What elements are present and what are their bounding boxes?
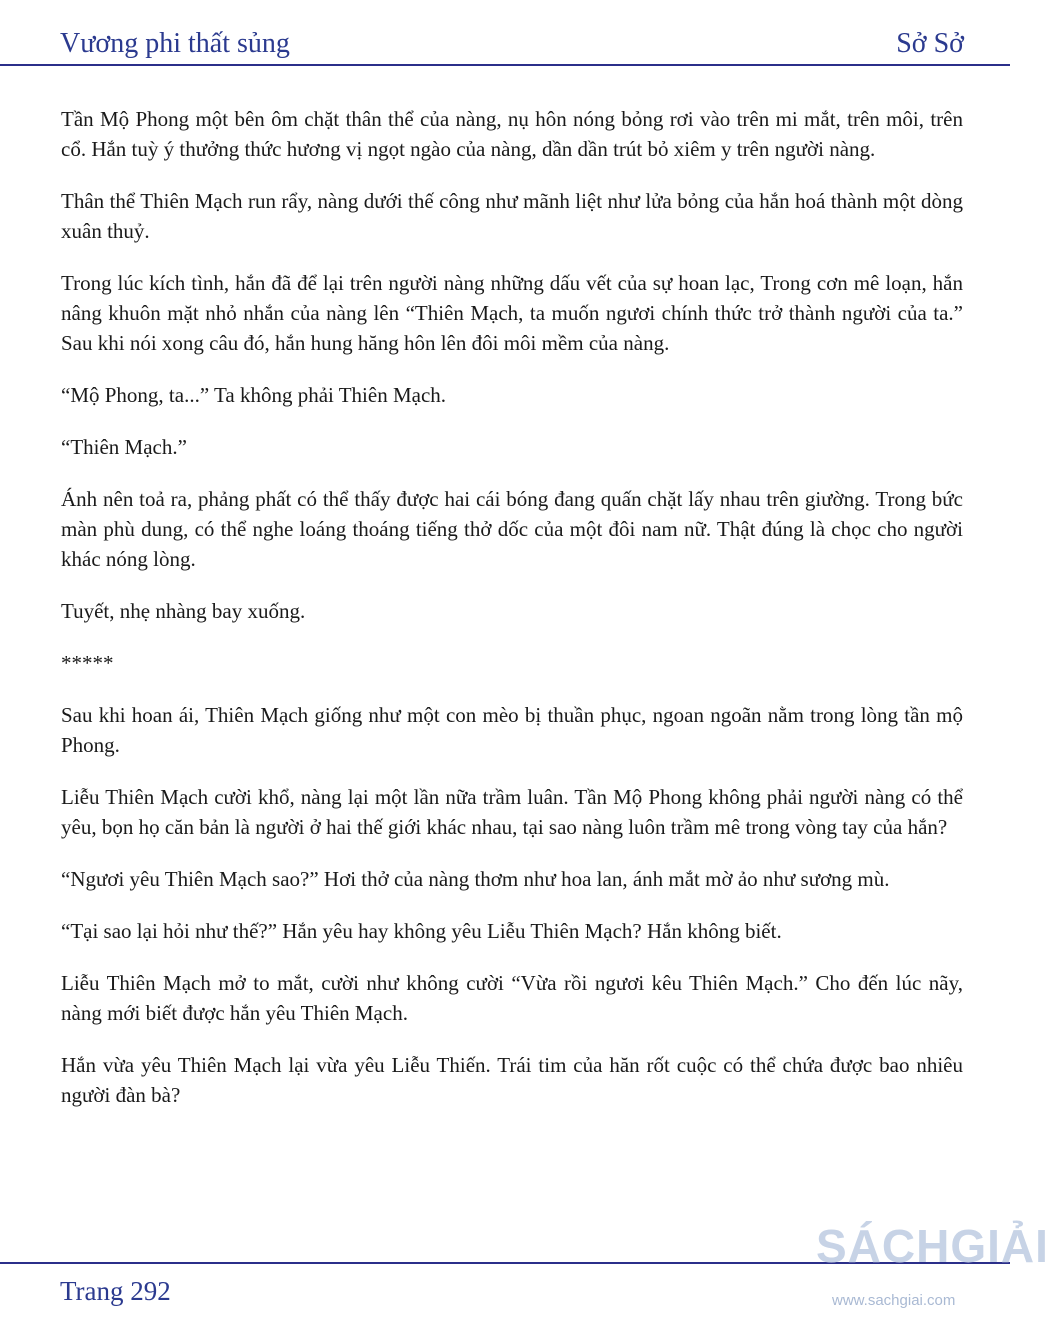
header-divider — [0, 64, 1010, 66]
watermark-logo — [816, 1218, 1049, 1318]
paragraph: Liễu Thiên Mạch cười khổ, nàng lại một lần nữa trầm luân. Tần Mộ Phong không phải người nàng có thể yêu, bọn họ căn bản là người ở hai thế giới khác nhau, tại sao nàng luôn trầm mê trong vòng tay của hắn? — [61, 785, 963, 839]
paragraph: “Tại sao lại hỏi như thế?” Hắn yêu hay không yêu Liễu Thiên Mạch? Hắn không biết. — [61, 919, 782, 943]
author-name: Sở Sở — [896, 28, 964, 59]
page-number: Trang 292 — [60, 1276, 171, 1306]
watermark-brand: SÁCHGIẢI — [816, 1220, 1049, 1272]
watermark-url: www.sachgiai.com — [832, 1292, 956, 1309]
paragraph: Thân thể Thiên Mạch run rẩy, nàng dưới thế công như mãnh liệt như lửa bỏng của hắn hoá thành một dòng xuân thuỷ. — [61, 189, 963, 243]
book-title: Vương phi thất sủng — [60, 28, 290, 59]
page-header — [60, 26, 964, 62]
paragraph: “Ngươi yêu Thiên Mạch sao?” Hơi thở của nàng thơm như hoa lan, ánh mắt mờ ảo như sương mù. — [61, 867, 890, 891]
paragraph: Tần Mộ Phong một bên ôm chặt thân thể của nàng, nụ hôn nóng bỏng rơi vào trên mi mắt, trên môi, trên cổ. Hắn tuỳ ý thưởng thức hương vị ngọt ngào của nàng, dần dần trút bỏ xiêm y trên người nàng. — [61, 107, 963, 161]
paragraph: Trong lúc kích tình, hắn đã để lại trên người nàng những dấu vết của sự hoan lạc, Trong cơn mê loạn, hắn nâng khuôn mặt nhỏ nhắn của nàng lên “Thiên Mạch, ta muốn ngươi chính thức trở thành người của ta.” Sau khi nói xong câu đó, hắn hung hăng hôn lên đôi môi mềm của nàng. — [61, 271, 963, 355]
paragraph: Tuyết, nhẹ nhàng bay xuống. — [61, 599, 306, 623]
section-separator: ***** — [61, 651, 114, 675]
paragraph: Sau khi hoan ái, Thiên Mạch giống như một con mèo bị thuần phục, ngoan ngoãn nằm trong lòng tần mộ Phong. — [61, 703, 963, 757]
paragraph: “Mộ Phong, ta...” Ta không phải Thiên Mạch. — [61, 383, 447, 407]
paragraph: Hắn vừa yêu Thiên Mạch lại vừa yêu Liễu Thiến. Trái tim của hăn rốt cuộc có thể chứa được bao nhiêu người đàn bà? — [61, 1053, 963, 1107]
paragraph: Liễu Thiên Mạch mở to mắt, cười như không cười “Vừa rồi ngươi kêu Thiên Mạch.” Cho đến lúc nãy, nàng mới biết được hắn yêu Thiên Mạch. — [61, 971, 963, 1025]
paragraph: Ánh nên toả ra, phảng phất có thể thấy được hai cái bóng đang quấn chặt lấy nhau trên giường. Trong bức màn phù dung, có thể nghe loáng thoáng tiếng thở dốc của một đôi nam nữ. Thật đúng là chọc cho người khác nóng lòng. — [61, 487, 963, 571]
paragraph: “Thiên Mạch.” — [61, 435, 187, 459]
chapter-text — [61, 104, 963, 1132]
